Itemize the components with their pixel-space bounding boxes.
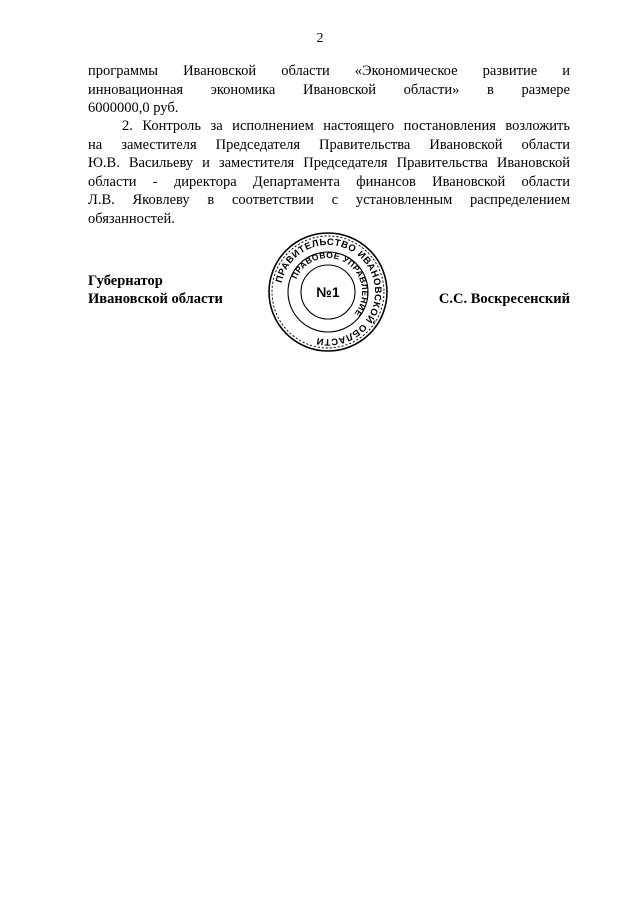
page-number: 2 [316, 31, 324, 46]
signatory-title-line-1: Губернатор [88, 273, 163, 289]
signatory-title-line-2: Ивановской области [88, 291, 223, 307]
paragraph-2-line: обязанностей. [88, 210, 175, 227]
paragraph-1 [88, 62, 570, 118]
paragraph-2-line: на заместителя Председателя Правительства Ивановской области [88, 136, 570, 153]
paragraph-1-line: 6000000,0 руб. [88, 100, 179, 116]
paragraph-2-line: 2. Контроль за исполнением настоящего постановления возложить [122, 118, 570, 134]
seal-number: №1 [316, 284, 340, 300]
paragraph-2-line: Ю.В. Васильеву и заместителя Председателя Правительства Ивановской [88, 155, 570, 171]
paragraph-1-line: программы Ивановской области «Экономическое развитие и [88, 63, 570, 79]
official-seal [266, 230, 390, 354]
paragraph-1-line: инновационная экономика Ивановской области» в размере [88, 81, 570, 98]
paragraph-2-line: Л.В. Яковлеву в соответствии с установленным распределением [88, 192, 570, 208]
paragraph-2-line: области - директора Департамента финансов Ивановской области [88, 173, 570, 190]
signatory-title [88, 272, 223, 308]
seal-inner-text: ПРАВОВОЕ УПРАВЛЕНИЕ [289, 249, 371, 319]
paragraph-2 [88, 117, 570, 228]
seal-outer-text: ПРАВИТЕЛЬСТВО ИВАНОВСКОЙ ОБЛАСТИ [273, 236, 384, 348]
signatory-name: С.С. Воскресенский [438, 291, 570, 307]
